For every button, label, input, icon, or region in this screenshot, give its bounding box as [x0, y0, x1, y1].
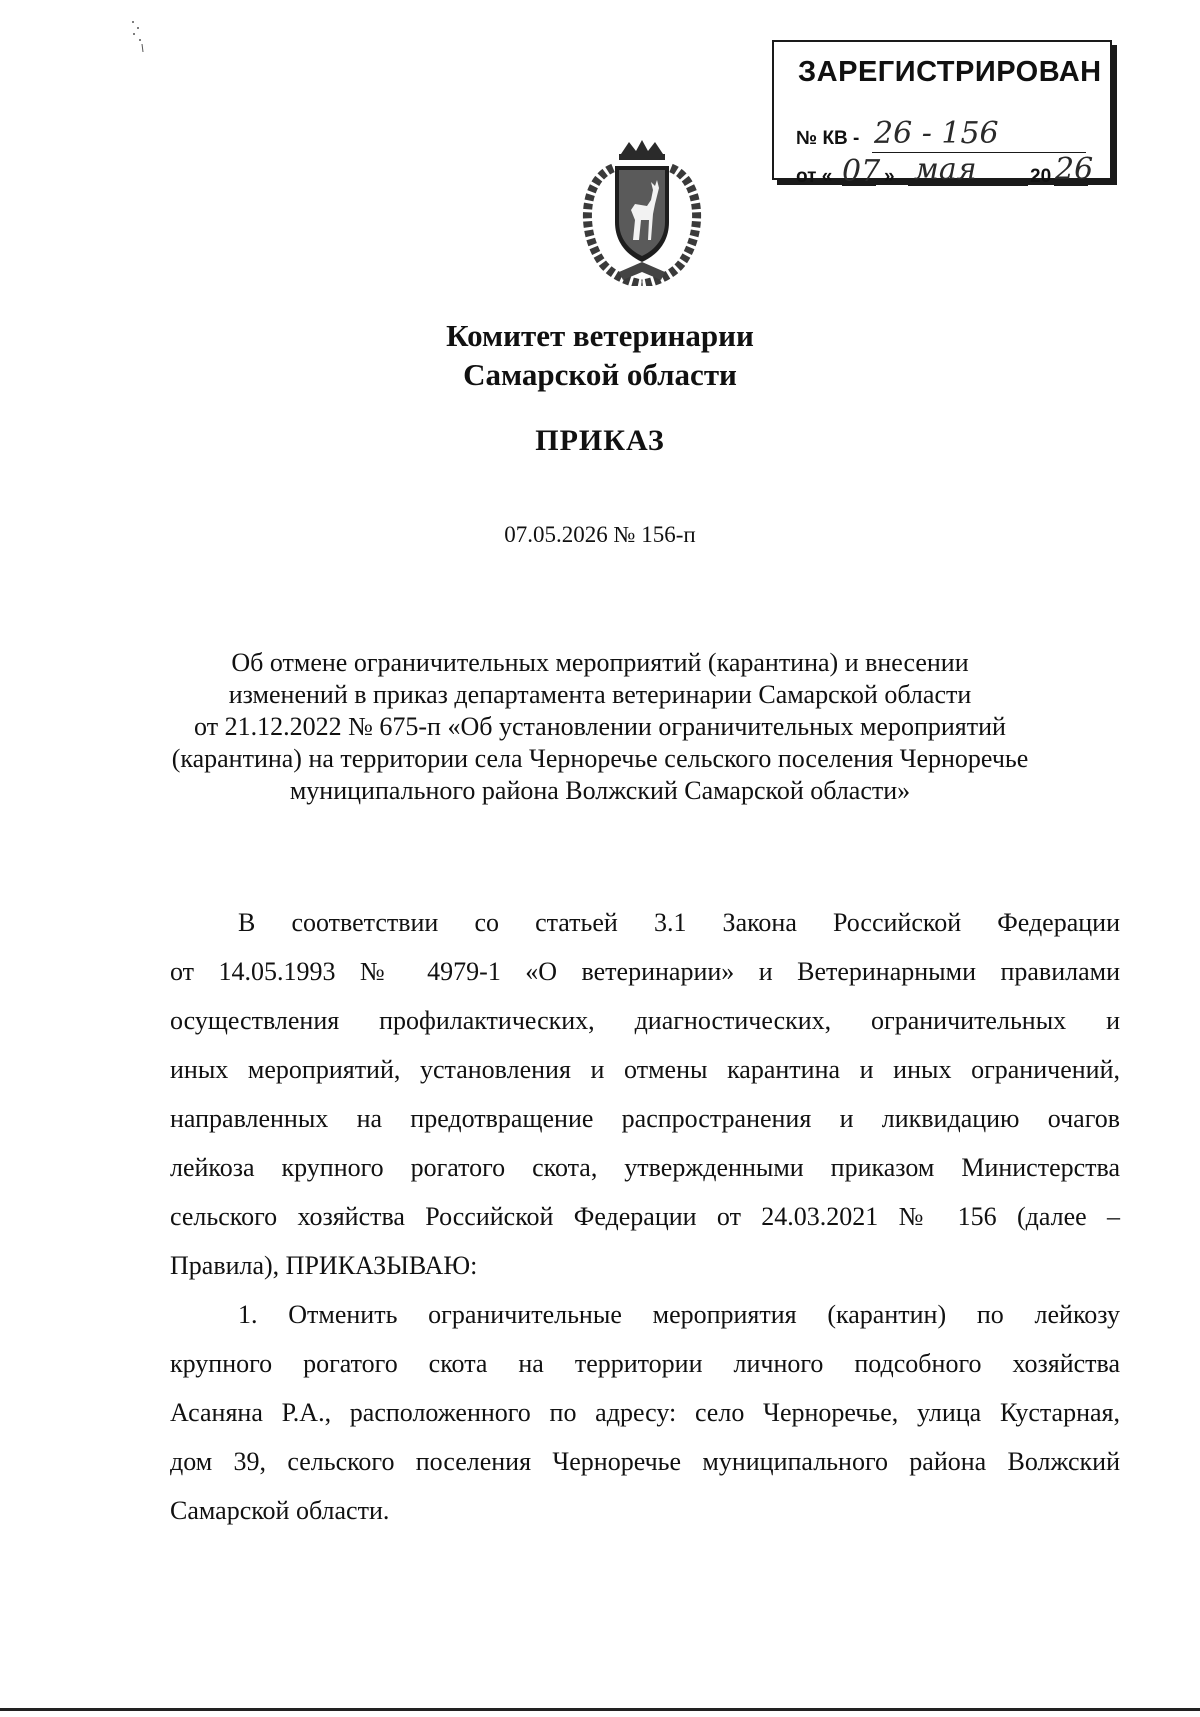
stamp-date-month: мая: [914, 152, 977, 187]
document-date-number: 07.05.2026 № 156-п: [504, 522, 696, 547]
document-type: ПРИКАЗ: [535, 424, 665, 457]
body-text-line: крупного рогатого скота на территории личного подсобного хозяйства: [170, 1349, 1120, 1378]
body-text-line: лейкоза крупного рогатого скота, утвержденными приказом Министерства: [170, 1153, 1120, 1182]
body-text-line: В соответствии со статьей 3.1 Закона Российской Федерации: [238, 908, 1120, 937]
subject-line: Об отмене ограничительных мероприятий (карантина) и внесении: [231, 648, 969, 677]
subject-line: (карантина) на территории села Черноречье сельского поселения Черноречье: [171, 744, 1029, 773]
samara-oblast-coat-of-arms-icon: [573, 140, 711, 286]
stamp-number-prefix: № КВ -: [796, 128, 860, 149]
stamp-date-prefix: от «: [796, 166, 833, 187]
stamp-number-handwritten: 26 - 156: [874, 116, 999, 151]
subject-line: изменений в приказ департамента ветеринарии Самарской области: [228, 680, 972, 709]
stamp-number-underline: [872, 152, 1086, 153]
stamp-date-day: 07: [842, 154, 881, 189]
body-text-line: от 14.05.1993 № 4979-1 «О ветеринарии» и Ветеринарными правилами: [170, 957, 1120, 986]
stamp-day-underline: [842, 185, 876, 186]
organization-name-line2: Самарской области: [463, 357, 737, 392]
stamp-date-year-handwritten: 26: [1055, 152, 1094, 187]
scan-bottom-edge: [0, 1708, 1200, 1711]
body-text-line: Самарской области.: [170, 1496, 390, 1525]
subject-line: муниципального района Волжский Самарской области»: [289, 776, 911, 805]
body-text-line: осуществления профилактических, диагностических, ограничительных и: [170, 1006, 1120, 1035]
body-text-line: Правила), ПРИКАЗЫВАЮ:: [170, 1251, 478, 1280]
body-text-line: направленных на предотвращение распространения и ликвидацию очагов: [170, 1104, 1120, 1133]
stamp-year-underline: [1054, 185, 1088, 186]
subject-line: от 21.12.2022 № 675-п «Об установлении ограничительных мероприятий: [194, 712, 1006, 741]
scan-artifact-icon: [128, 18, 158, 58]
stamp-month-underline: [908, 185, 1028, 186]
stamp-date-mid: »: [884, 166, 895, 187]
body-text-line: 1. Отменить ограничительные мероприятия (карантин) по лейкозу: [238, 1300, 1120, 1329]
body-text-line: сельского хозяйства Российской Федерации от 24.03.2021 № 156 (далее –: [170, 1202, 1120, 1231]
organization-name-line1: Комитет ветеринарии: [446, 318, 754, 353]
body-text-line: дом 39, сельского поселения Черноречье муниципального района Волжский: [170, 1447, 1120, 1476]
body-text-line: Асаняна Р.А., расположенного по адресу: село Черноречье, улица Кустарная,: [170, 1398, 1120, 1427]
registration-stamp: [772, 40, 1112, 189]
stamp-date-year-prefix: 20: [1030, 166, 1052, 187]
stamp-title: ЗАРЕГИСТРИРОВАН: [798, 56, 1102, 88]
body-text-line: иных мероприятий, установления и отмены карантина и иных ограничений,: [170, 1055, 1120, 1084]
